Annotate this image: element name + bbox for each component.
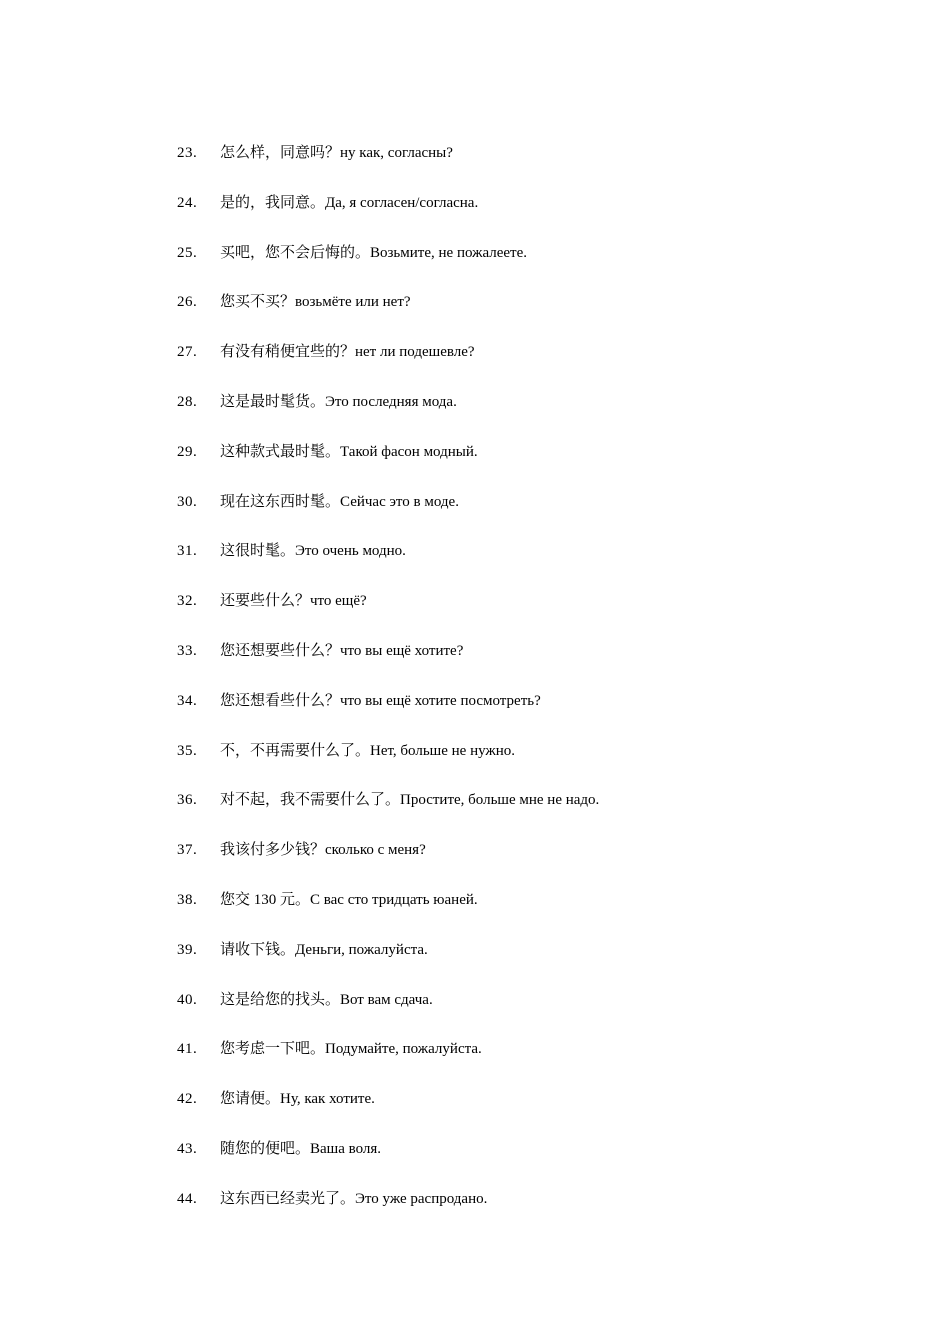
item-text: 这是给您的找头。Вот вам сдача. xyxy=(220,991,433,1008)
list-item xyxy=(177,688,897,738)
item-text: 您交 130 元。С вас сто тридцать юаней. xyxy=(220,891,478,908)
item-number: 35. xyxy=(177,742,198,759)
item-text: 您考虑一下吧。Подумайте, пожалуйста. xyxy=(220,1041,482,1058)
list-item xyxy=(177,887,897,937)
list-item xyxy=(177,389,897,439)
list-item xyxy=(177,439,897,489)
item-number: 39. xyxy=(177,941,198,958)
item-number: 30. xyxy=(177,493,198,510)
item-text: 随您的便吧。Ваша воля. xyxy=(220,1140,382,1157)
list-item xyxy=(177,588,897,638)
list-item xyxy=(177,339,897,389)
list-item xyxy=(177,489,897,539)
list-item xyxy=(177,240,897,290)
item-number: 42. xyxy=(177,1091,198,1108)
item-number: 25. xyxy=(177,244,198,261)
item-number: 23. xyxy=(177,145,198,161)
item-number: 36. xyxy=(177,792,198,809)
item-number: 41. xyxy=(177,1041,198,1058)
item-number: 27. xyxy=(177,344,198,361)
item-number: 34. xyxy=(177,692,198,709)
item-text: 您还想要些什么？что вы ещё хотите? xyxy=(220,642,464,659)
item-number: 26. xyxy=(177,294,198,311)
item-number: 32. xyxy=(177,593,198,610)
item-text: 这种款式最时髦。Такой фасон модный. xyxy=(220,443,478,460)
item-text: 请收下钱。Деньги, пожалуйста. xyxy=(220,941,428,958)
item-text: 有没有稍便宜些的？нет ли подешевле? xyxy=(220,344,475,361)
item-text: 我该付多少钱？сколько с меня? xyxy=(220,842,426,859)
item-number: 24. xyxy=(177,194,198,211)
item-number: 28. xyxy=(177,393,198,410)
item-text: 现在这东西时髦。Сейчас это в моде. xyxy=(220,493,459,510)
item-number: 33. xyxy=(177,642,198,659)
item-text: 您还想看些什么？что вы ещё хотите посмотреть? xyxy=(220,692,541,709)
list-item xyxy=(177,538,897,588)
item-text: 怎么样，同意吗？ну как, согласны? xyxy=(220,145,453,161)
item-text: 这很时髦。Это очень модно. xyxy=(220,543,406,560)
list-item xyxy=(177,738,897,788)
list-item xyxy=(177,1186,897,1236)
item-number: 37. xyxy=(177,842,198,859)
item-text: 您请便。Ну, как хотите. xyxy=(220,1091,375,1108)
item-text: 这是最时髦货。Это последняя мода. xyxy=(220,393,457,410)
item-text: 您买不买？возьмёте или нет? xyxy=(220,294,411,311)
item-number: 31. xyxy=(177,543,198,560)
list-item xyxy=(177,937,897,987)
item-text: 这东西已经卖光了。Это уже распродано. xyxy=(220,1190,488,1207)
phrase-list xyxy=(177,140,897,1236)
list-item xyxy=(177,1086,897,1136)
list-item xyxy=(177,987,897,1037)
item-text: 对不起，我不需要什么了。Простите, больше мне не надо. xyxy=(220,792,600,809)
item-number: 29. xyxy=(177,443,198,460)
item-number: 40. xyxy=(177,991,198,1008)
item-text: 是的，我同意。Да, я согласен/согласна. xyxy=(220,194,479,211)
list-item xyxy=(177,190,897,240)
list-item xyxy=(177,140,897,190)
item-text: 不，不再需要什么了。Нет, больше не нужно. xyxy=(220,742,516,759)
list-item xyxy=(177,1136,897,1186)
item-text: 买吧，您不会后悔的。Возьмите, не пожалеете. xyxy=(220,244,528,261)
item-number: 43. xyxy=(177,1140,198,1157)
list-item xyxy=(177,638,897,688)
list-item xyxy=(177,837,897,887)
list-item xyxy=(177,787,897,837)
item-text: 还要些什么？что ещё? xyxy=(220,593,367,610)
item-number: 44. xyxy=(177,1190,198,1207)
list-item xyxy=(177,1036,897,1086)
item-number: 38. xyxy=(177,891,198,908)
list-item xyxy=(177,289,897,339)
